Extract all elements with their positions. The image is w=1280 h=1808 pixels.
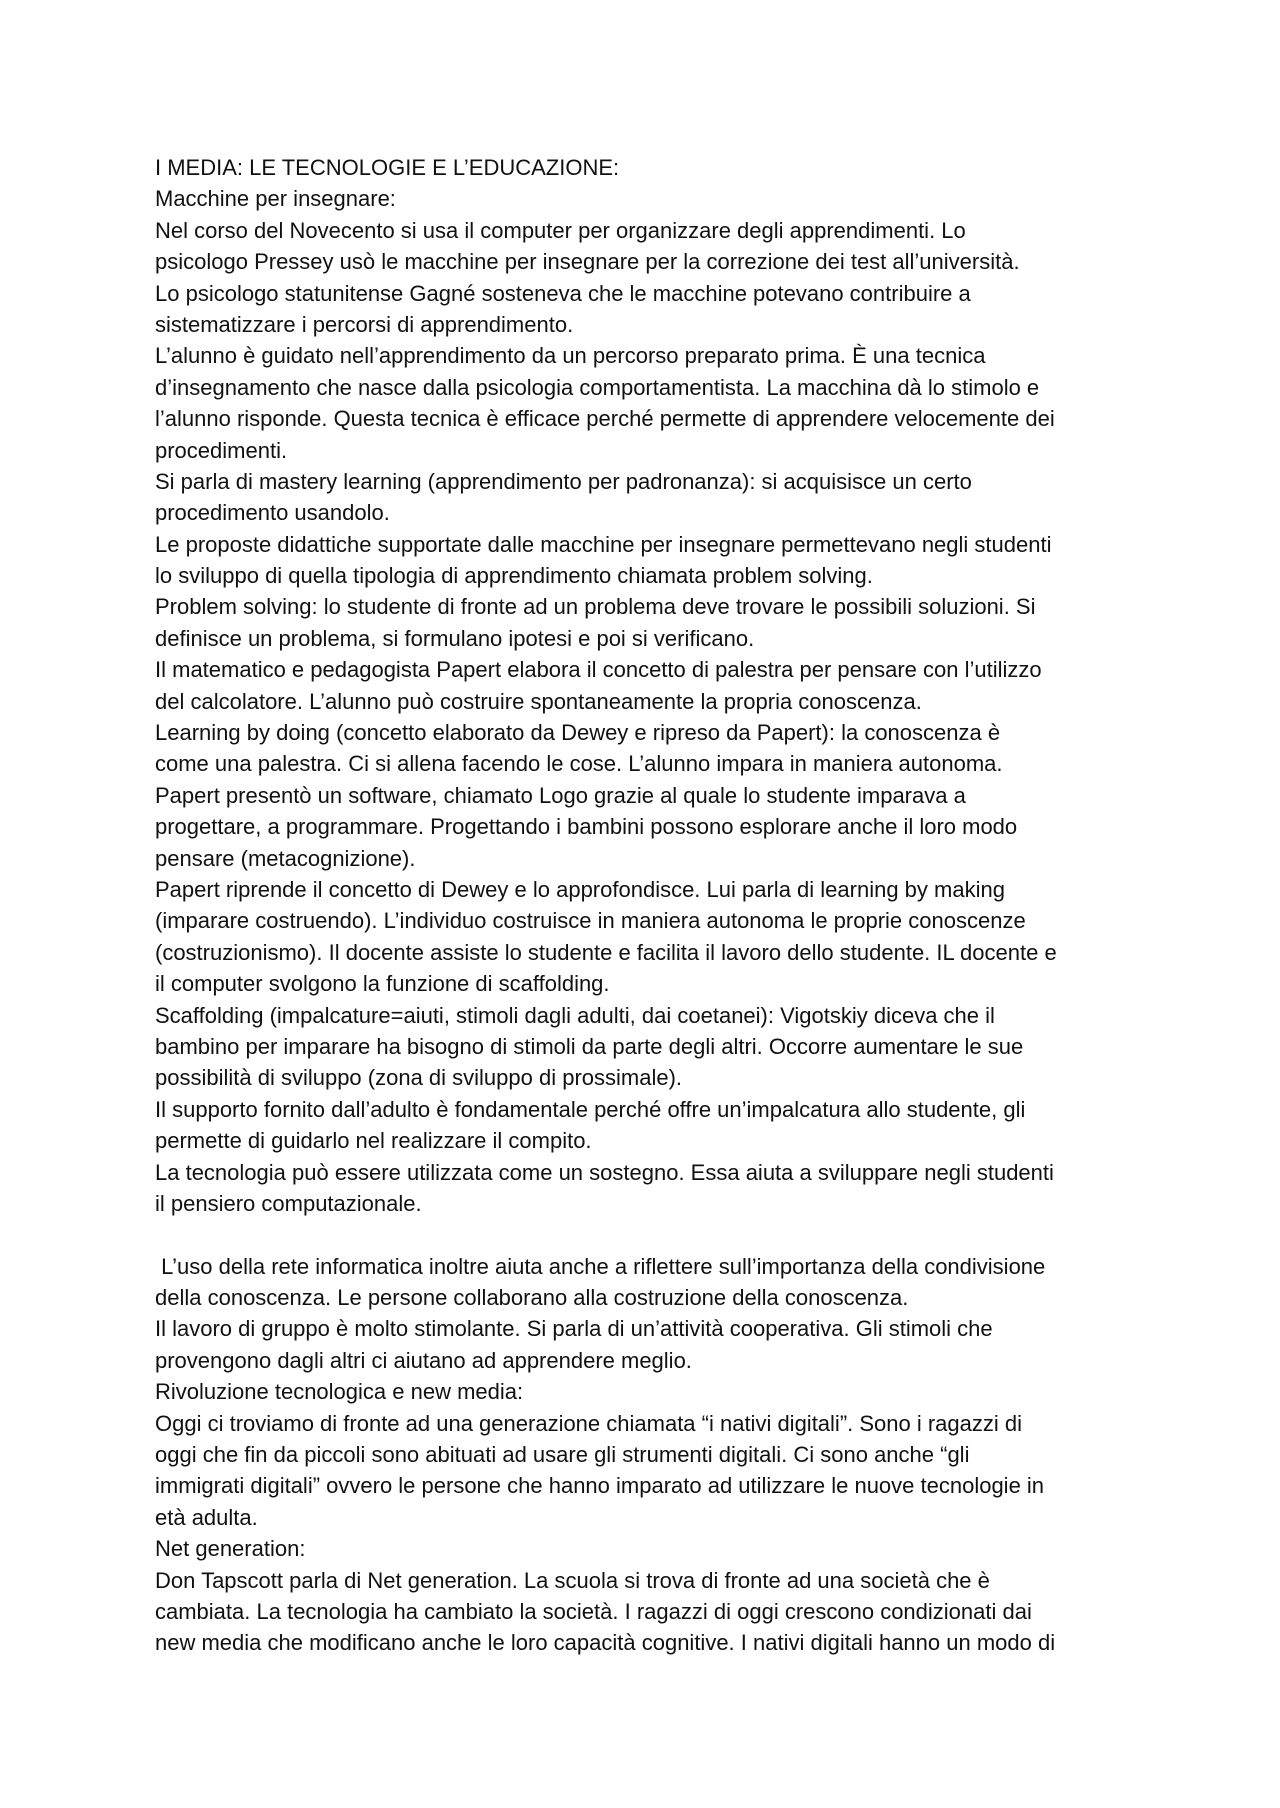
- text-line: procedimenti.: [155, 437, 288, 463]
- text-line: bambino per imparare ha bisogno di stimoli da parte degli altri. Occorre aumentare le sue: [155, 1033, 1024, 1059]
- text-line: il pensiero computazionale.: [155, 1190, 422, 1216]
- text-line: new media che modificano anche le loro capacità cognitive. I nativi digitali hanno un modo di: [155, 1630, 1056, 1656]
- text-line: (costruzionismo). Il docente assiste lo studente e facilita il lavoro dello studente. IL docente e: [155, 939, 1057, 965]
- text-line: della conoscenza. Le persone collaborano alla costruzione della conoscenza.: [155, 1285, 909, 1311]
- text-line: come una palestra. Ci si allena facendo le cose. L’alunno impara in maniera autonoma.: [155, 751, 1003, 777]
- text-line: permette di guidarlo nel realizzare il compito.: [155, 1128, 592, 1154]
- text-line: lo sviluppo di quella tipologia di apprendimento chiamata problem solving.: [155, 563, 873, 589]
- text-line: Si parla di mastery learning (apprendimento per padronanza): si acquisisce un certo: [155, 468, 972, 494]
- text-line: pensare (metacognizione).: [155, 845, 416, 871]
- text-line: L’alunno è guidato nell’apprendimento da un percorso preparato prima. È una tecnica: [155, 343, 986, 369]
- text-line: Il matematico e pedagogista Papert elabora il concetto di palestra per pensare con l’utilizzo: [155, 657, 1042, 683]
- text-line: Le proposte didattiche supportate dalle macchine per insegnare permettevano negli studenti: [155, 531, 1052, 557]
- text-line: del calcolatore. L’alunno può costruire spontaneamente la propria conoscenza.: [155, 688, 922, 714]
- text-line: il computer svolgono la funzione di scaffolding.: [155, 971, 610, 997]
- document-body: [155, 183, 1155, 1658]
- text-line: immigrati digitali” ovvero le persone che hanno imparato ad utilizzare le nuove tecnologie in: [155, 1473, 1045, 1499]
- text-line: provengono dagli altri ci aiutano ad apprendere meglio.: [155, 1347, 692, 1373]
- text-line: procedimento usandolo.: [155, 500, 390, 526]
- text-line: Il supporto fornito dall’adulto è fondamentale perché offre un’impalcatura allo studente, gli: [155, 1096, 1026, 1122]
- text-line: oggi che fin da piccoli sono abituati ad usare gli strumenti digitali. Ci sono anche “gli: [155, 1442, 970, 1468]
- text-line: Don Tapscott parla di Net generation. La scuola si trova di fronte ad una società che è: [155, 1567, 990, 1593]
- text-line: Macchine per insegnare:: [155, 186, 396, 212]
- text-line: (imparare costruendo). L’individuo costruisce in maniera autonoma le proprie conoscenze: [155, 908, 1026, 934]
- text-line: possibilità di sviluppo (zona di sviluppo di prossimale).: [155, 1065, 683, 1091]
- text-line: d’insegnamento che nasce dalla psicologia comportamentista. La macchina dà lo stimolo e: [155, 374, 1040, 400]
- text-line: La tecnologia può essere utilizzata come un sostegno. Essa aiuta a sviluppare negli studenti: [155, 1159, 1054, 1185]
- text-line: Net generation:: [155, 1536, 306, 1562]
- text-line: Il lavoro di gruppo è molto stimolante. Si parla di un’attività cooperativa. Gli stimoli che: [155, 1316, 993, 1342]
- text-line: Nel corso del Novecento si usa il computer per organizzare degli apprendimenti. Lo: [155, 217, 966, 243]
- text-line: l’alunno risponde. Questa tecnica è efficace perché permette di apprendere velocemente dei: [155, 406, 1055, 432]
- text-line: età adulta.: [155, 1504, 258, 1530]
- text-line: Problem solving: lo studente di fronte ad un problema deve trovare le possibili soluzioni. Si: [155, 594, 1036, 620]
- text-line: Oggi ci troviamo di fronte ad una generazione chiamata “i nativi digitali”. Sono i ragazzi di: [155, 1410, 1023, 1436]
- text-line: sistematizzare i percorsi di apprendimento.: [155, 311, 574, 337]
- text-line: Papert presentò un software, chiamato Logo grazie al quale lo studente imparava a: [155, 782, 966, 808]
- page-title: I MEDIA: LE TECNOLOGIE E L’EDUCAZIONE:: [155, 155, 620, 180]
- text-line: cambiata. La tecnologia ha cambiato la società. I ragazzi di oggi crescono condizionati dai: [155, 1598, 1032, 1624]
- text-line: Papert riprende il concetto di Dewey e lo approfondisce. Lui parla di learning by making: [155, 876, 1005, 902]
- blank-line: [155, 1219, 1155, 1250]
- text-line: progettare, a programmare. Progettando i bambini possono esplorare anche il loro modo: [155, 814, 1018, 840]
- text-line: psicologo Pressey usò le macchine per insegnare per la correzione dei test all’università.: [155, 249, 1020, 275]
- text-line: definisce un problema, si formulano ipotesi e poi si verificano.: [155, 625, 755, 651]
- text-line: Rivoluzione tecnologica e new media:: [155, 1379, 524, 1405]
- text-line: L’uso della rete informatica inoltre aiuta anche a riflettere sull’importanza della condivisione: [155, 1253, 1046, 1279]
- text-line: Scaffolding (impalcature=aiuti, stimoli dagli adulti, dai coetanei): Vigotskiy diceva che il: [155, 1002, 995, 1028]
- document-page: [155, 152, 1155, 1659]
- text-line: Lo psicologo statunitense Gagné sosteneva che le macchine potevano contribuire a: [155, 280, 971, 306]
- text-line: Learning by doing (concetto elaborato da Dewey e ripreso da Papert): la conoscenza è: [155, 720, 1001, 746]
